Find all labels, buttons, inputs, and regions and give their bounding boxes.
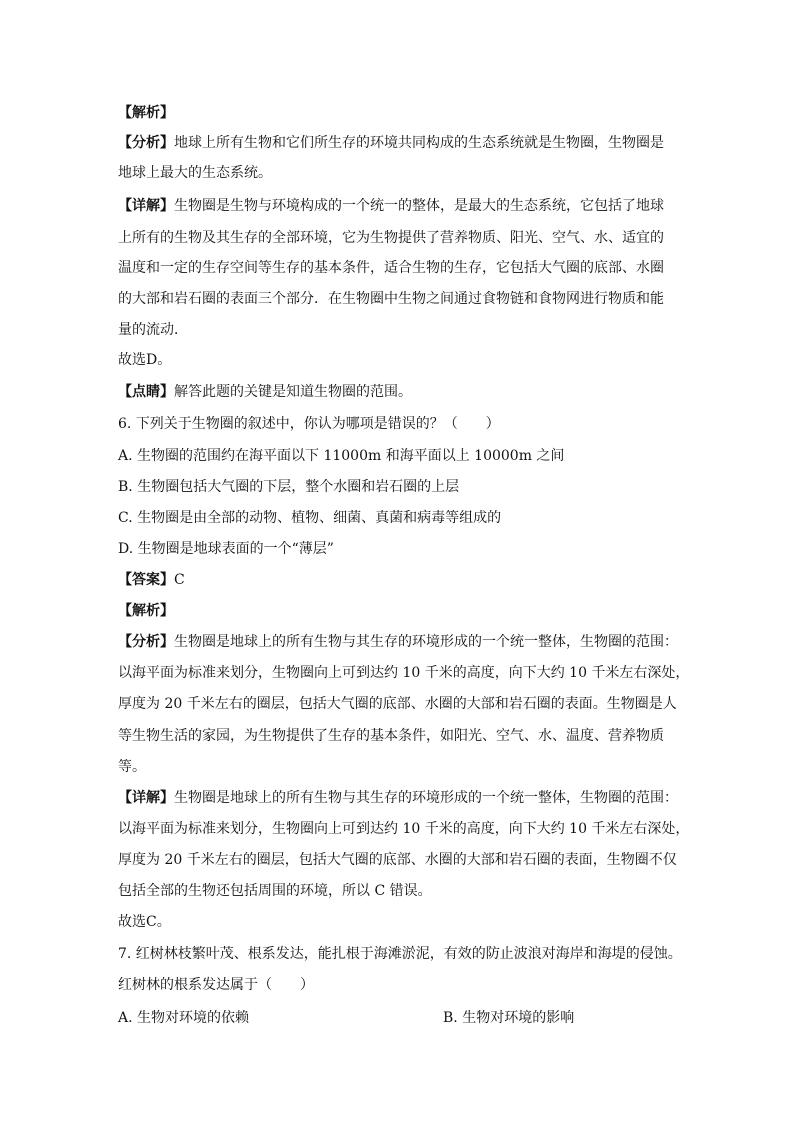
conclusion-text: 故选D。 <box>118 352 172 368</box>
analysis-text: 【分析】地球上所有生物和它们所生存的环境共同构成的生态系统就是生物圈，生物圈是 <box>118 135 664 151</box>
detail-text: 【详解】生物圈是生物与环境构成的一个统一的整体，是最大的生态系统，它包括了地球 <box>118 198 664 214</box>
detail-text: 厚度为 20 千米左右的圈层，包括大气圈的底部、水圈的大部和岩石圈的表面，生物圈不仅 <box>118 852 677 868</box>
detail-text: 温度和一定的生存空间等生存的基本条件，适合生物的生存，它包括大气圈的底部、水圈 <box>118 260 664 276</box>
question-7-option-b: B. 生物对环境的影响 <box>443 1010 575 1026</box>
conclusion-text: 故选C。 <box>118 914 171 930</box>
comment-text: 【点睛】解答此题的关键是知道生物圈的范围。 <box>118 384 412 400</box>
question-6-option-a: A. 生物圈的范围约在海平面以下 11000m 和海平面以上 10000m 之间 <box>118 448 565 464</box>
question-7-stem: 红树林的根系发达属于（ ） <box>118 977 314 993</box>
analysis-text: 以海平面为标准来划分，生物圈向上可到达约 10 千米的高度，向下大约 10 千米左右深处， <box>118 665 690 681</box>
question-6-stem: 6. 下列关于生物圈的叙述中，你认为哪项是错误的？（ ） <box>118 416 500 432</box>
detail-text: 【详解】生物圈是地球上的所有生物与其生存的环境形成的一个统一整体，生物圈的范围： <box>118 790 678 806</box>
answer-line: 【答案】C <box>118 572 185 588</box>
analysis-text: 厚度为 20 千米左右的圈层，包括大气圈的底部、水圈的大部和岩石圈的表面。生物圈是人 <box>118 696 677 712</box>
question-6-option-d: D. 生物圈是地球表面的一个“薄层” <box>118 541 334 557</box>
detail-text: 量的流动． <box>118 322 188 338</box>
analysis-heading: 【解析】 <box>118 105 174 121</box>
detail-text: 上所有的生物及其生存的全部环境，它为生物提供了营养物质、阳光、空气、水、适宜的 <box>118 230 664 246</box>
analysis-text: 等生物生活的家园，为生物提供了生存的基本条件，如阳光、空气、水、温度、营养物质 <box>118 728 664 744</box>
analysis-heading: 【解析】 <box>118 603 174 619</box>
analysis-text: 等。 <box>118 759 146 775</box>
detail-text: 包括全部的生物还包括周围的环境，所以 C 错误。 <box>118 883 432 899</box>
question-6-option-b: B. 生物圈包括大气圈的下层，整个水圈和岩石圈的上层 <box>118 479 460 495</box>
question-7-stem: 7. 红树林枝繁叶茂、根系发达，能扎根于海滩淤泥，有效的防止波浪对海岸和海堤的侵蚀。 <box>118 946 682 962</box>
question-6-option-c: C. 生物圈是由全部的动物、植物、细菌、真菌和病毒等组成的 <box>118 510 502 526</box>
question-7-option-a: A. 生物对环境的依赖 <box>118 1010 250 1026</box>
detail-text: 以海平面为标准来划分，生物圈向上可到达约 10 千米的高度，向下大约 10 千米左右深处， <box>118 821 690 837</box>
analysis-text: 地球上最大的生态系统。 <box>118 165 272 181</box>
analysis-text: 【分析】生物圈是地球上的所有生物与其生存的环境形成的一个统一整体，生物圈的范围： <box>118 634 678 650</box>
detail-text: 的大部和岩石圈的表面三个部分．在生物圈中生物之间通过食物链和食物网进行物质和能 <box>118 291 664 307</box>
